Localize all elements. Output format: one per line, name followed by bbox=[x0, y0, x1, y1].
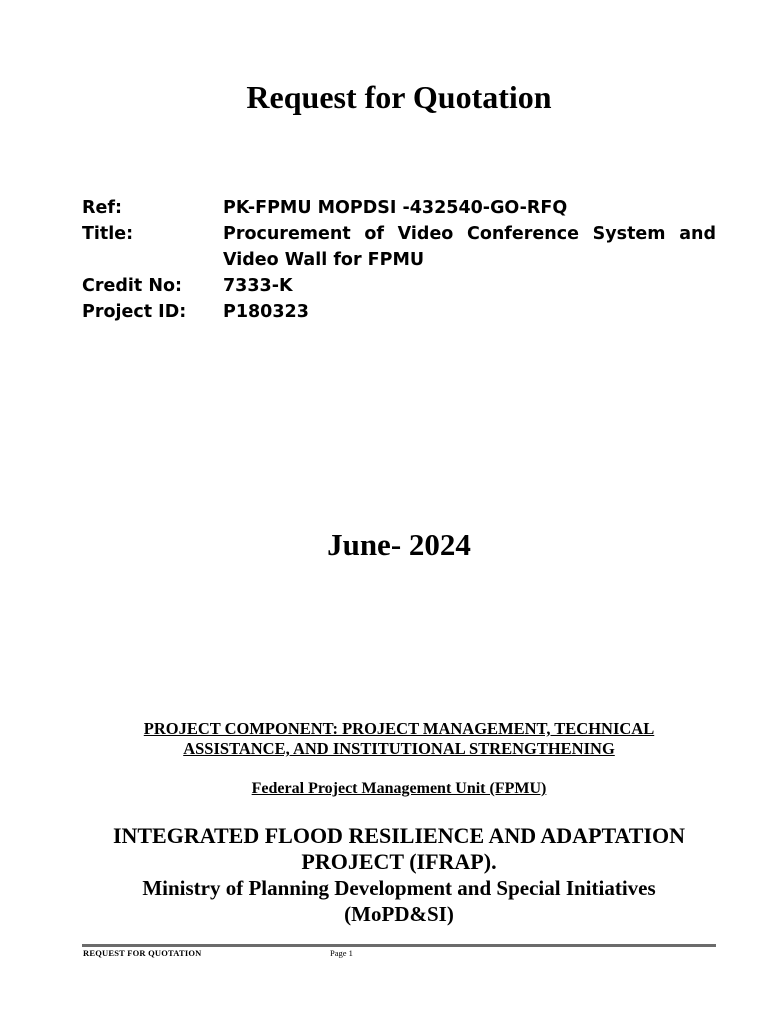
project-component-line2: ASSISTANCE, AND INSTITUTIONAL STRENGTHENING bbox=[183, 739, 615, 758]
project-id-label: Project ID: bbox=[82, 302, 187, 322]
title-label: Title: bbox=[82, 224, 134, 244]
ref-label: Ref: bbox=[82, 198, 122, 218]
project-id-row bbox=[82, 299, 716, 325]
ref-row bbox=[82, 195, 716, 221]
title-value-line1: Procurement of Video Conference System and bbox=[223, 224, 716, 244]
project-name-line2: PROJECT (IFRAP). bbox=[301, 849, 497, 874]
credit-row bbox=[82, 273, 716, 299]
title-row bbox=[82, 221, 716, 273]
title-value-line2: Video Wall for FPMU bbox=[223, 250, 425, 270]
footer-document-label: REQUEST FOR QUOTATION bbox=[83, 948, 202, 958]
document-title: Request for Quotation bbox=[246, 79, 552, 115]
project-component-line1: PROJECT COMPONENT: PROJECT MANAGEMENT, TECHNICAL bbox=[143, 719, 655, 738]
ministry-name bbox=[40, 875, 758, 927]
ministry-name-line2: (MoPD&SI) bbox=[344, 902, 454, 926]
management-unit: Federal Project Management Unit (FPMU) bbox=[251, 780, 547, 797]
credit-label: Credit No: bbox=[82, 276, 182, 296]
credit-value: 7333-K bbox=[223, 276, 293, 296]
footer-divider bbox=[82, 944, 716, 947]
project-name bbox=[40, 823, 758, 875]
ref-value: PK-FPMU MOPDSI -432540-GO-RFQ bbox=[223, 198, 568, 218]
project-name-line1: INTEGRATED FLOOD RESILIENCE AND ADAPTATION bbox=[112, 823, 686, 848]
project-component bbox=[40, 719, 758, 759]
footer-page-number: Page 1 bbox=[330, 948, 353, 958]
project-id-value: P180323 bbox=[223, 302, 309, 322]
document-date: June- 2024 bbox=[327, 527, 471, 562]
document-metadata bbox=[82, 195, 716, 325]
title-value bbox=[223, 221, 716, 273]
ministry-name-line1: Ministry of Planning Development and Special Initiatives bbox=[142, 876, 656, 900]
